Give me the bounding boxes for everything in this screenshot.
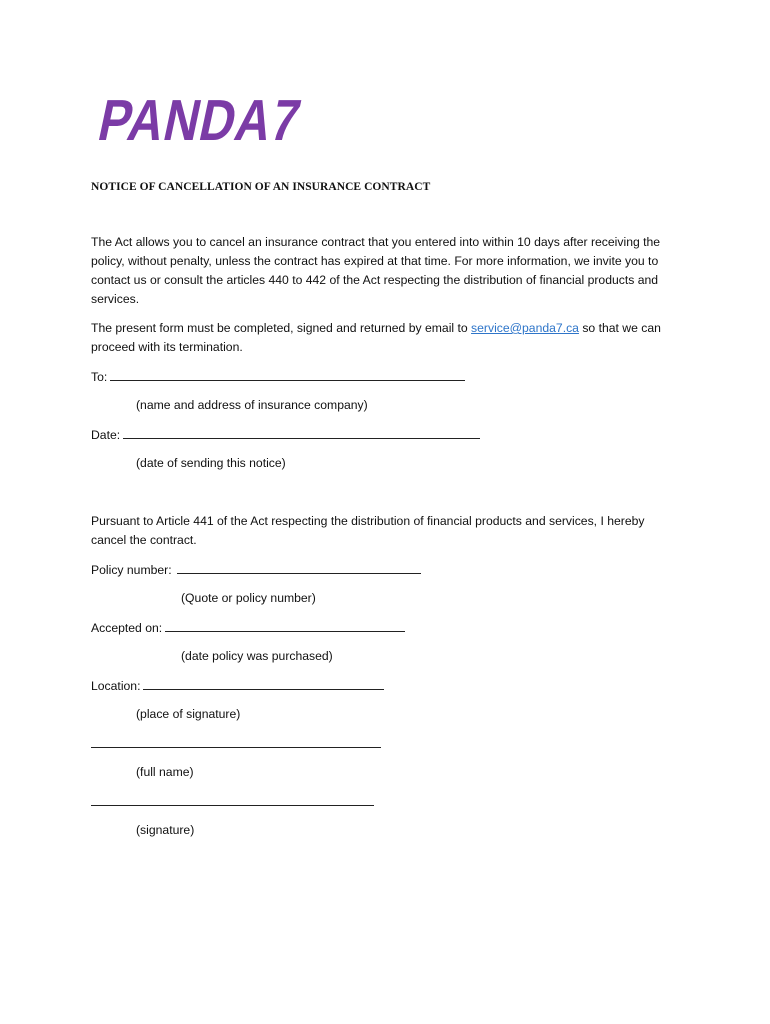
policy-number-caption: (Quote or policy number) <box>181 591 316 605</box>
email-link[interactable]: service@panda7.ca <box>471 321 579 335</box>
full-name-caption: (full name) <box>136 765 194 779</box>
instructions-text-after: so that we can proceed with its termination. <box>91 321 661 354</box>
location-blank-line[interactable] <box>143 678 384 690</box>
location-label: Location: <box>91 679 141 693</box>
cancellation-paragraph: Pursuant to Article 441 of the Act respecting the distribution of financial products and services, I hereby cancel the contract. <box>91 514 645 547</box>
accepted-on-label: Accepted on: <box>91 621 163 635</box>
accepted-on-field <box>91 620 405 635</box>
accepted-on-blank-line[interactable] <box>165 620 405 632</box>
signature-caption: (signature) <box>136 823 195 837</box>
document-title: NOTICE OF CANCELLATION OF AN INSURANCE CONTRACT <box>91 181 431 193</box>
date-blank-line[interactable] <box>123 427 480 439</box>
instructions-text-before: The present form must be completed, signed and returned by email to <box>91 321 472 335</box>
accepted-on-caption: (date policy was purchased) <box>181 649 333 663</box>
instructions-paragraph <box>91 319 683 357</box>
svg-text:PANDA7: PANDA7 <box>93 88 347 153</box>
location-field <box>91 678 384 693</box>
intro-paragraph: The Act allows you to cancel an insurance contract that you entered into within 10 days after receiving the policy, without penalty, unless the contract has expired at that time. For more information, we invite you to contact us or consult the articles 440 to 442 of the Act respecting the distribution of financial products and services. <box>91 235 661 306</box>
policy-number-blank-line[interactable] <box>177 562 421 574</box>
to-caption: (name and address of insurance company) <box>136 398 368 412</box>
to-field <box>91 369 465 384</box>
full-name-blank-line[interactable] <box>91 736 381 748</box>
date-field <box>91 427 480 442</box>
policy-number-label: Policy number: <box>91 563 172 577</box>
signature-blank-line[interactable] <box>91 794 374 806</box>
panda7-logo <box>90 88 347 153</box>
to-label: To: <box>91 370 108 384</box>
full-name-field <box>91 736 381 751</box>
signature-field <box>91 794 374 809</box>
date-label: Date: <box>91 428 121 442</box>
date-caption: (date of sending this notice) <box>136 456 286 470</box>
to-blank-line[interactable] <box>110 369 465 381</box>
location-caption: (place of signature) <box>136 707 241 721</box>
policy-number-field <box>91 562 421 577</box>
